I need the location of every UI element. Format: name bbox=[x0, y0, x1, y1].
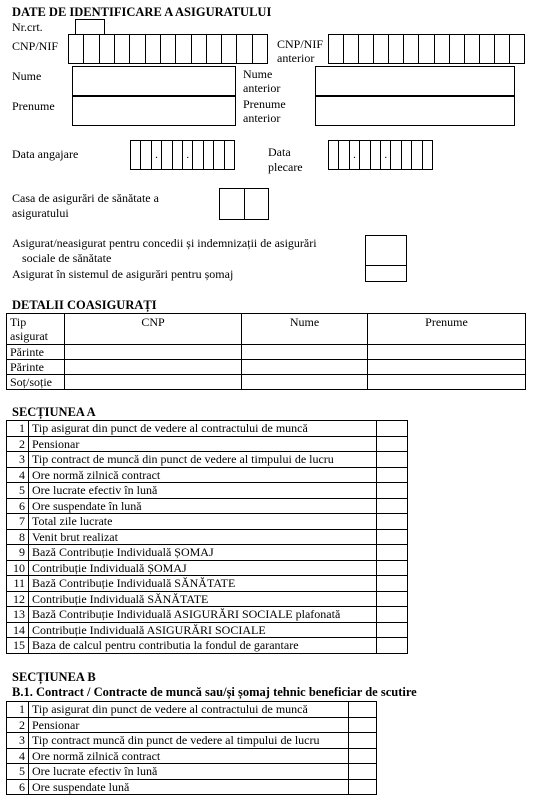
sectiunea-a-title: SECȚIUNEA A bbox=[12, 405, 96, 419]
coasigurat-nume[interactable] bbox=[242, 359, 368, 374]
row-value-field[interactable] bbox=[377, 622, 408, 638]
row-number: 9 bbox=[7, 545, 29, 561]
row-number: 3 bbox=[7, 733, 29, 749]
asigurat-somaj-label: Asigurat în sistemul de asigurări pentru șomaj bbox=[12, 267, 234, 281]
row-label: Tip contract de muncă din punct de vedere al timpului de lucru bbox=[29, 452, 377, 468]
coasigurat-prenume[interactable] bbox=[368, 374, 526, 389]
row-value-field[interactable] bbox=[377, 514, 408, 530]
prenume-field[interactable] bbox=[72, 96, 236, 126]
coasigurat-row bbox=[7, 374, 526, 389]
coasigurat-cnp[interactable] bbox=[65, 374, 242, 389]
nume-label: Nume bbox=[12, 69, 42, 83]
table-row bbox=[7, 467, 408, 483]
row-value-field[interactable] bbox=[377, 576, 408, 592]
identification-title: DATE DE IDENTIFICARE A ASIGURATULUI bbox=[12, 5, 272, 19]
table-row bbox=[7, 717, 377, 733]
row-number: 5 bbox=[7, 764, 29, 780]
nume-field[interactable] bbox=[72, 66, 236, 96]
coasigurat-row bbox=[7, 344, 526, 359]
row-value-field[interactable] bbox=[377, 560, 408, 576]
row-value-field[interactable] bbox=[377, 452, 408, 468]
row-value-field[interactable] bbox=[377, 421, 408, 437]
coasigurati-title: DETALII COASIGURAȚI bbox=[12, 298, 157, 312]
coasigurat-tip: Soț/soție bbox=[7, 374, 65, 389]
row-label: Tip asigurat din punct de vedere al contractului de muncă bbox=[29, 421, 377, 437]
row-number: 4 bbox=[7, 467, 29, 483]
table-row bbox=[7, 622, 408, 638]
coasigurat-tip: Părinte bbox=[7, 344, 65, 359]
table-row bbox=[7, 483, 408, 499]
asigurat-concedii-field[interactable] bbox=[365, 235, 407, 266]
table-row bbox=[7, 591, 408, 607]
coasigurat-prenume[interactable] bbox=[368, 359, 526, 374]
col-nume-header: Nume bbox=[242, 314, 368, 345]
table-row bbox=[7, 545, 408, 561]
row-value-field[interactable] bbox=[377, 529, 408, 545]
table-row bbox=[7, 702, 377, 718]
casa-label-2: asiguratului bbox=[12, 206, 69, 220]
cnp-nif-field[interactable] bbox=[68, 34, 268, 64]
table-row bbox=[7, 514, 408, 530]
table-row bbox=[7, 764, 377, 780]
col-cnp-header: CNP bbox=[65, 314, 242, 345]
table-row bbox=[7, 452, 408, 468]
asigurat-concedii-label-2: sociale de sănătate bbox=[22, 251, 112, 265]
row-value-field[interactable] bbox=[349, 717, 377, 733]
coasigurati-header-row bbox=[7, 314, 526, 345]
row-label: Venit brut realizat bbox=[29, 529, 377, 545]
row-label: Tip asigurat din punct de vedere al contractului de muncă bbox=[29, 702, 349, 718]
cnp-nif-anterior-field[interactable] bbox=[328, 34, 525, 64]
row-value-field[interactable] bbox=[349, 733, 377, 749]
row-label: Contribuție Individuală ASIGURĂRI SOCIALE bbox=[29, 622, 377, 638]
table-row bbox=[7, 421, 408, 437]
coasigurat-cnp[interactable] bbox=[65, 359, 242, 374]
prenume-label: Prenume bbox=[12, 99, 55, 113]
coasigurati-table bbox=[6, 313, 526, 390]
table-row bbox=[7, 498, 408, 514]
row-label: Total zile lucrate bbox=[29, 514, 377, 530]
row-label: Baza de calcul pentru contributia la fondul de garantare bbox=[29, 638, 377, 654]
coasigurat-row bbox=[7, 359, 526, 374]
table-row bbox=[7, 607, 408, 623]
row-number: 14 bbox=[7, 622, 29, 638]
row-label: Ore suspendate lună bbox=[29, 779, 349, 795]
row-value-field[interactable] bbox=[377, 638, 408, 654]
data-angajare-field[interactable]: . . bbox=[130, 140, 235, 170]
table-row bbox=[7, 779, 377, 795]
row-value-field[interactable] bbox=[377, 498, 408, 514]
row-number: 6 bbox=[7, 498, 29, 514]
row-label: Ore suspendate în lună bbox=[29, 498, 377, 514]
coasigurat-cnp[interactable] bbox=[65, 344, 242, 359]
casa-field[interactable] bbox=[219, 188, 269, 220]
col-prenume-header: Prenume bbox=[368, 314, 526, 345]
row-number: 8 bbox=[7, 529, 29, 545]
row-number: 11 bbox=[7, 576, 29, 592]
row-label: Pensionar bbox=[29, 717, 349, 733]
prenume-anterior-label: Prenume bbox=[243, 97, 286, 111]
nume-anterior-label-2: anterior bbox=[243, 81, 281, 95]
table-row bbox=[7, 560, 408, 576]
coasigurat-tip: Părinte bbox=[7, 359, 65, 374]
row-label: Bază Contribuție Individuală SĂNĂTATE bbox=[29, 576, 377, 592]
sectiunea-b-subtitle: B.1. Contract / Contracte de muncă sau/și șomaj tehnic beneficiar de scutire bbox=[12, 685, 417, 699]
data-plecare-field[interactable]: . . bbox=[328, 140, 433, 170]
table-row bbox=[7, 748, 377, 764]
cnp-nif-anterior-label: CNP/NIF bbox=[277, 37, 324, 51]
coasigurat-nume[interactable] bbox=[242, 374, 368, 389]
row-number: 15 bbox=[7, 638, 29, 654]
sectiunea-b-title: SECȚIUNEA B bbox=[12, 670, 96, 684]
row-label: Bază Contribuție Individuală ȘOMAJ bbox=[29, 545, 377, 561]
row-label: Contribuție Individuală SĂNĂTATE bbox=[29, 591, 377, 607]
row-number: 6 bbox=[7, 779, 29, 795]
table-row bbox=[7, 576, 408, 592]
table-row bbox=[7, 733, 377, 749]
row-label: Bază Contribuție Individuală ASIGURĂRI SOCIALE plafonată bbox=[29, 607, 377, 623]
data-plecare-label: Data bbox=[268, 145, 291, 159]
nr-crt-label: Nr.crt. bbox=[12, 20, 43, 34]
row-label: Tip contract muncă din punct de vedere al timpului de lucru bbox=[29, 733, 349, 749]
asigurat-concedii-label: Asigurat/neasigurat pentru concedii și indemnizații de asigurări bbox=[12, 236, 317, 250]
row-label: Ore normă zilnică contract bbox=[29, 748, 349, 764]
row-number: 10 bbox=[7, 560, 29, 576]
coasigurat-prenume[interactable] bbox=[368, 344, 526, 359]
sectiunea-a-table bbox=[6, 420, 408, 654]
nr-crt-field[interactable] bbox=[75, 19, 105, 35]
nume-anterior-field[interactable] bbox=[315, 66, 515, 96]
row-label: Contribuție Individuală ȘOMAJ bbox=[29, 560, 377, 576]
row-label: Pensionar bbox=[29, 436, 377, 452]
cnp-nif-label: CNP/NIF bbox=[12, 39, 59, 53]
coasigurat-nume[interactable] bbox=[242, 344, 368, 359]
row-value-field[interactable] bbox=[377, 545, 408, 561]
col-tip-header: Tip asigurat bbox=[7, 314, 65, 345]
row-value-field[interactable] bbox=[349, 764, 377, 780]
row-value-field[interactable] bbox=[377, 467, 408, 483]
row-value-field[interactable] bbox=[349, 748, 377, 764]
row-label: Ore lucrate efectiv în lună bbox=[29, 764, 349, 780]
row-number: 3 bbox=[7, 452, 29, 468]
prenume-anterior-field[interactable] bbox=[315, 96, 515, 126]
row-value-field[interactable] bbox=[349, 702, 377, 718]
row-value-field[interactable] bbox=[377, 591, 408, 607]
cnp-nif-anterior-label-2: anterior bbox=[277, 51, 315, 65]
row-number: 13 bbox=[7, 607, 29, 623]
nume-anterior-label: Nume bbox=[243, 67, 273, 81]
asigurat-somaj-field[interactable] bbox=[365, 265, 407, 282]
row-value-field[interactable] bbox=[377, 483, 408, 499]
row-label: Ore normă zilnică contract bbox=[29, 467, 377, 483]
table-row bbox=[7, 529, 408, 545]
row-number: 7 bbox=[7, 514, 29, 530]
row-number: 1 bbox=[7, 421, 29, 437]
prenume-anterior-label-2: anterior bbox=[243, 111, 281, 125]
row-value-field[interactable] bbox=[377, 607, 408, 623]
casa-label: Casa de asigurări de sănătate a bbox=[12, 191, 159, 205]
row-number: 12 bbox=[7, 591, 29, 607]
table-row bbox=[7, 638, 408, 654]
data-plecare-label-2: plecare bbox=[268, 160, 303, 174]
row-value-field[interactable] bbox=[349, 779, 377, 795]
row-number: 5 bbox=[7, 483, 29, 499]
sectiunea-b-table bbox=[6, 701, 377, 795]
row-value-field[interactable] bbox=[377, 436, 408, 452]
data-angajare-label: Data angajare bbox=[12, 147, 79, 161]
row-number: 4 bbox=[7, 748, 29, 764]
row-number: 2 bbox=[7, 436, 29, 452]
row-label: Ore lucrate efectiv în lună bbox=[29, 483, 377, 499]
table-row bbox=[7, 436, 408, 452]
row-number: 2 bbox=[7, 717, 29, 733]
row-number: 1 bbox=[7, 702, 29, 718]
